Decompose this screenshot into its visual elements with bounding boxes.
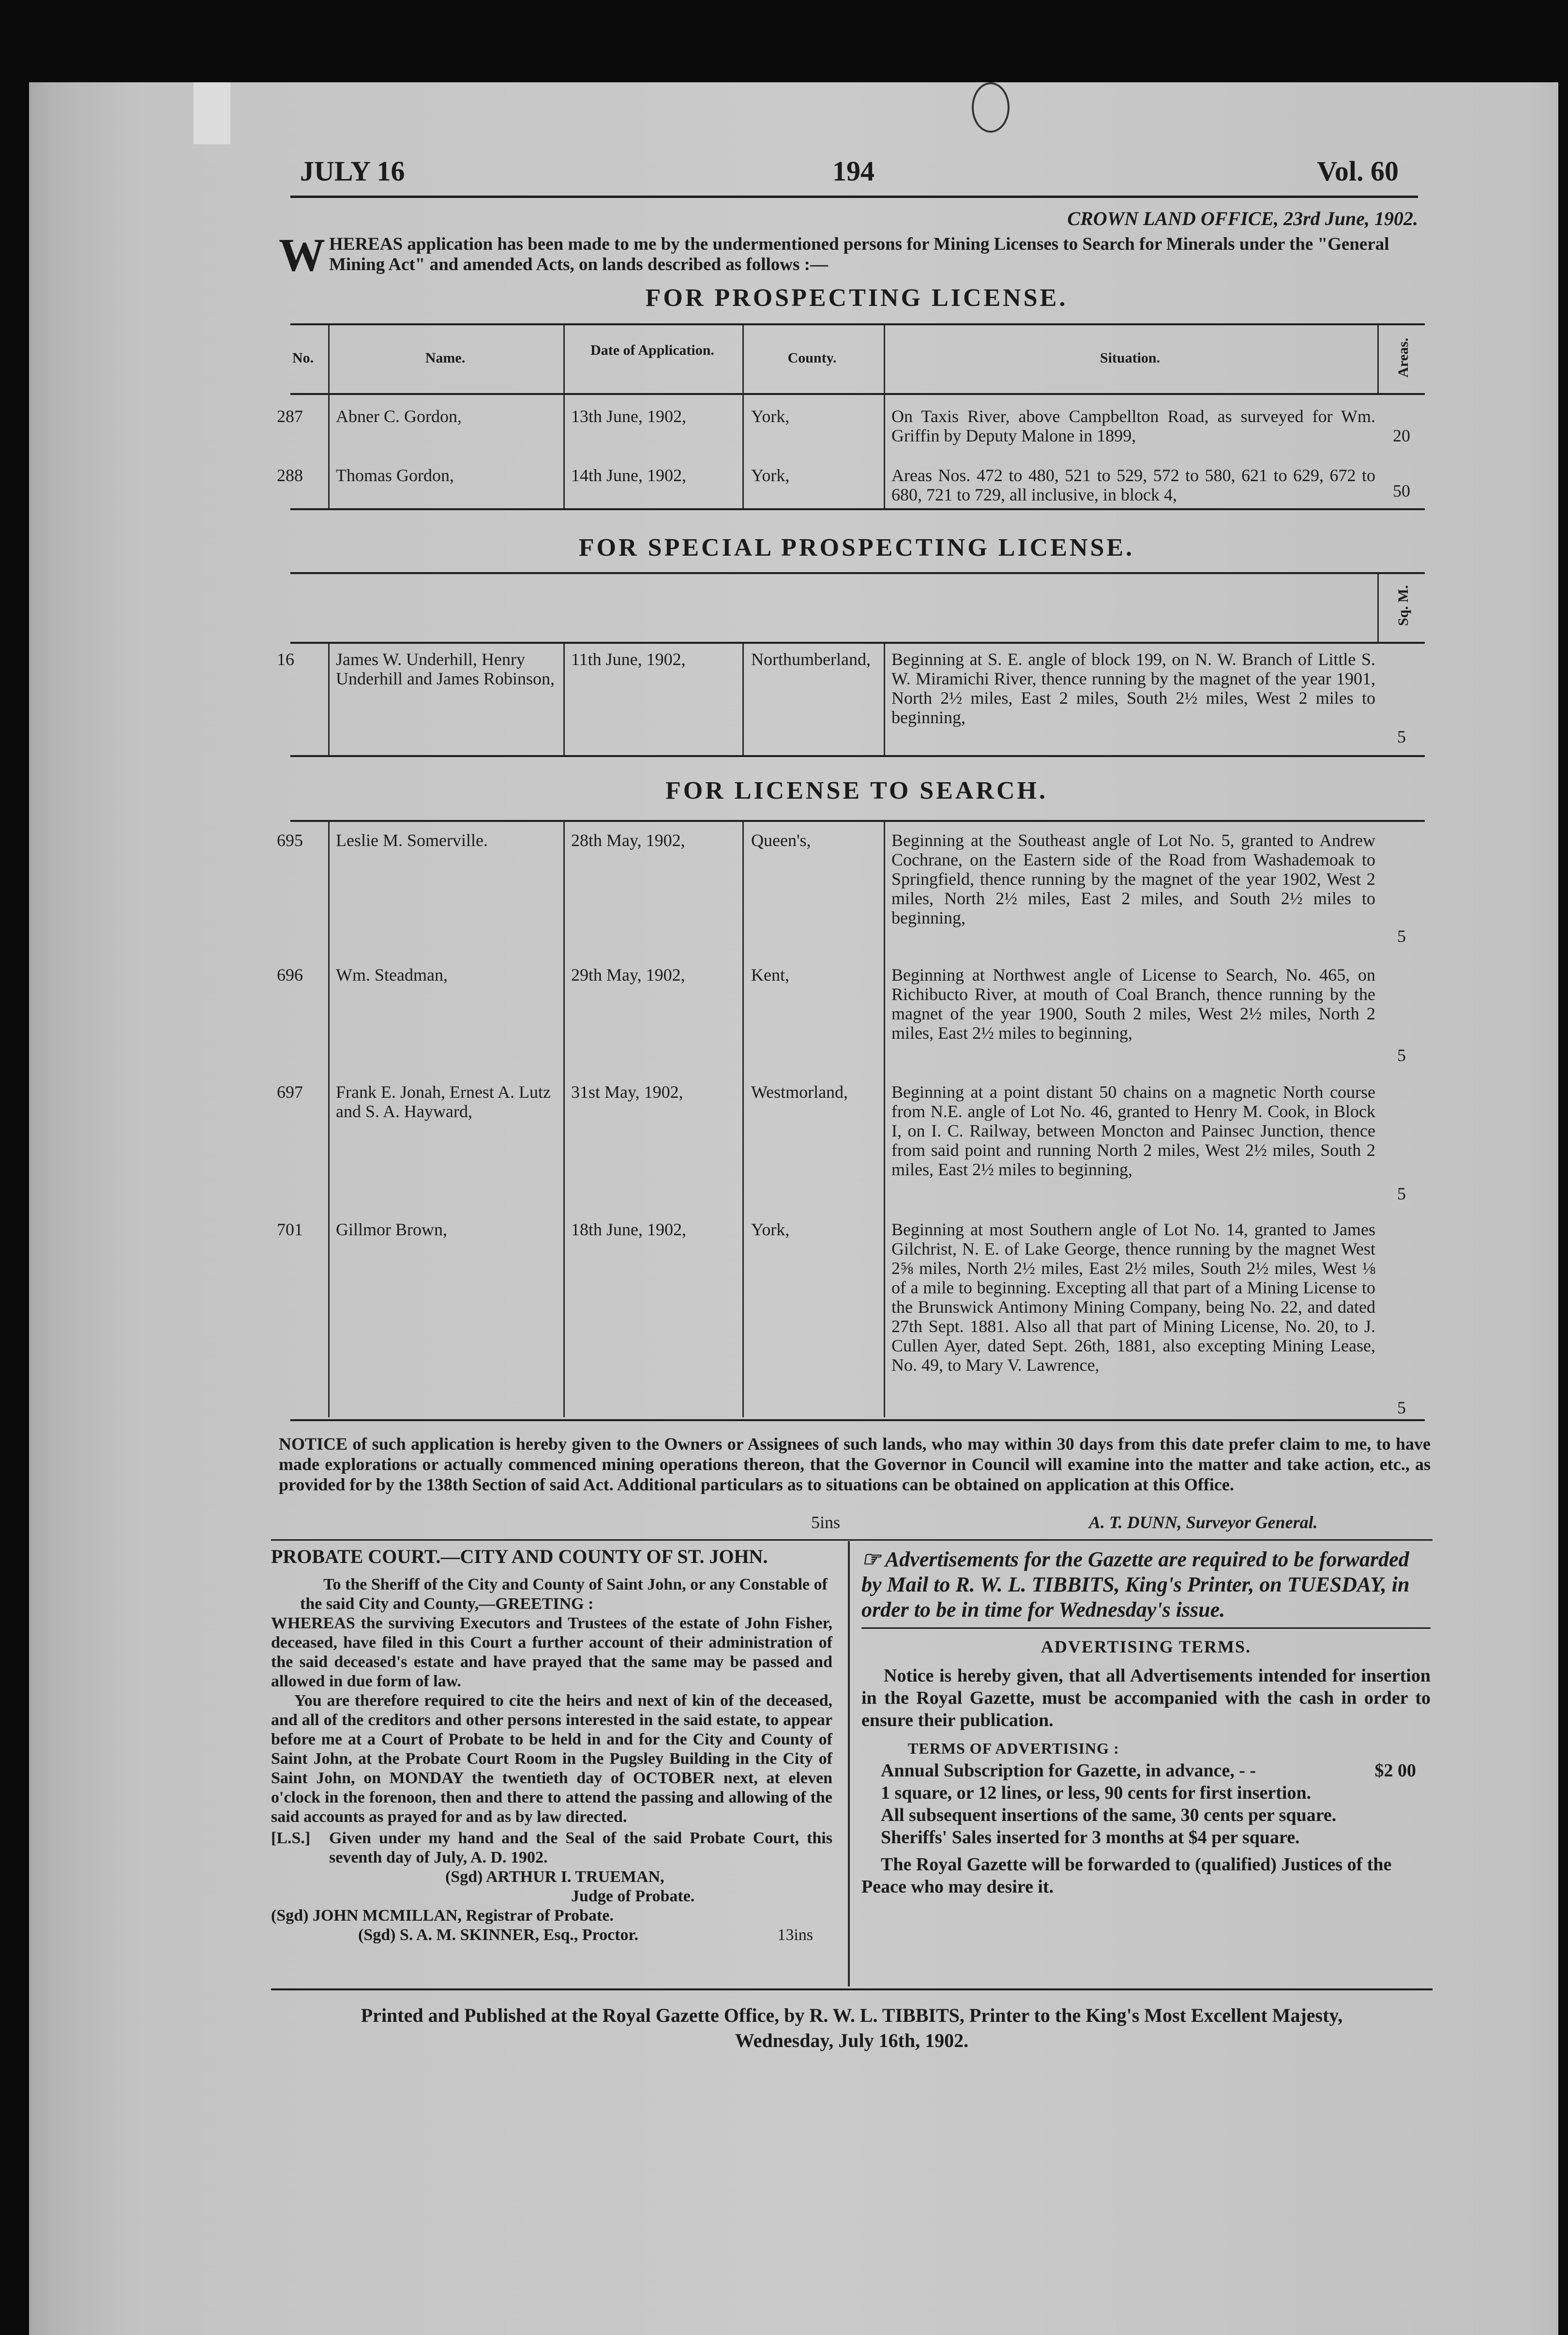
row-date: 13th June, 1902, bbox=[571, 407, 686, 426]
page-header bbox=[300, 145, 1399, 194]
office-dateline: CROWN LAND OFFICE, 23rd June, 1902. bbox=[1067, 208, 1418, 229]
table-bottom-rule bbox=[290, 1419, 1425, 1421]
row-date: 18th June, 1902, bbox=[571, 1220, 686, 1239]
col-header-areas: Areas. bbox=[1395, 338, 1411, 378]
col-divider bbox=[884, 644, 885, 755]
issue-date: JULY 16 bbox=[300, 155, 405, 187]
row-date: 28th May, 1902, bbox=[571, 831, 685, 850]
row-date: 11th June, 1902, bbox=[571, 650, 686, 669]
column-divider bbox=[848, 1541, 850, 1986]
col-header-situation: Situation. bbox=[1100, 350, 1161, 366]
col-header-name: Name. bbox=[425, 350, 466, 366]
col-divider bbox=[328, 644, 330, 755]
row-county: Kent, bbox=[751, 965, 789, 985]
row-area: 5 bbox=[1397, 926, 1406, 946]
probate-notice bbox=[271, 1547, 832, 1945]
imprint-line1: Printed and Published at the Royal Gazette Office, by R. W. L. TIBBITS, Printer to the King's Most Excellent Majesty, bbox=[361, 2004, 1343, 2026]
drop-cap: W bbox=[279, 229, 325, 281]
footer-rule bbox=[271, 1988, 1432, 1990]
row-county: Northumberland, bbox=[751, 650, 871, 669]
row-situation: Beginning at S. E. angle of block 199, on N. W. Branch of Little S. W. Miramichi River, thence running by the magnet of the year 1901, North 2½ miles, East 2 miles, South 2½ miles, West 2 miles to beginning, bbox=[891, 650, 1375, 727]
imprint bbox=[271, 2003, 1432, 2053]
row-county: Westmorland, bbox=[751, 1082, 848, 1102]
proctor-signature: (Sgd) S. A. M. SKINNER, Esq., Proctor. bbox=[358, 1926, 639, 1944]
col-divider bbox=[742, 822, 744, 1417]
row-situation: Beginning at a point distant 50 chains on a magnetic North course from N.E. angle of Lot No. 46, granted to Henry M. Cook, in Block I, on I. C. Railway, between Moncton and Painsec Junction, thence from said point and running North 2 miles, West 2½ miles, South 2 miles, East 2½ miles to beginning, bbox=[891, 1082, 1375, 1179]
row-situation: Beginning at Northwest angle of License to Search, No. 465, on Richibucto River, at mouth of Coal Branch, thence running by the magnet of the year 1900, South 2 miles, West 2½ miles, North 2 miles, East 2½ miles to beginning, bbox=[891, 965, 1375, 1043]
row-date: 14th June, 1902, bbox=[571, 466, 686, 485]
row-name: Leslie M. Somerville. bbox=[336, 831, 488, 850]
imprint-line2: Wednesday, July 16th, 1902. bbox=[735, 2030, 969, 2051]
seal-mark: [L.S.] bbox=[271, 1829, 311, 1847]
col-divider bbox=[1377, 325, 1379, 393]
row-situation: On Taxis River, above Campbellton Road, as surveyed for Wm. Griffin by Deputy Malone in 1899, bbox=[891, 407, 1375, 445]
row-no: 288 bbox=[277, 466, 303, 485]
row-area: 50 bbox=[1393, 481, 1410, 500]
notice-insertions: 5ins bbox=[811, 1513, 841, 1532]
col-divider bbox=[1377, 574, 1379, 642]
row-area: 5 bbox=[1397, 1046, 1406, 1065]
table-bottom-rule bbox=[290, 755, 1425, 757]
col-header-date: Date of Application. bbox=[590, 342, 714, 358]
row-county: York, bbox=[751, 466, 790, 485]
volume-number: Vol. 60 bbox=[1317, 155, 1399, 187]
notice-rule bbox=[271, 1539, 1432, 1541]
forwarding-text: Advertisements for the Gazette are required to be forwarded by Mail to R. W. L. TIBBITS, King's Printer, on TUESDAY, in order to be in time for Wednesday's issue. bbox=[861, 1547, 1410, 1622]
col-divider bbox=[742, 325, 744, 509]
col-header-sq-m: Sq. M. bbox=[1395, 585, 1411, 626]
gazette-forwarding-notice bbox=[861, 1547, 1431, 1622]
terms-line: Sheriffs' Sales inserted for 3 months at $4 per square. bbox=[881, 1827, 1300, 1848]
col-divider bbox=[884, 325, 885, 509]
col-divider bbox=[742, 644, 744, 755]
row-name: Wm. Steadman, bbox=[336, 965, 448, 985]
probate-para2: You are therefore required to cite the heirs and next of kin of the deceased, and all of the creditors and other persons interested in the said estate, to appear before me at a Court of Probate to be held in and for the City and County of Saint John, at the Probate Court Room in the Pugsley Building in the City of Saint John, on MONDAY the twentieth day of OCTOBER next, at eleven o'clock in the forenoon, then and there to attend the passing and allowing of the said accounts as prayed for and as by law directed. bbox=[271, 1692, 832, 1826]
table-top-rule bbox=[290, 323, 1425, 325]
col-divider bbox=[563, 644, 565, 755]
advertising-notice bbox=[861, 1547, 1431, 1898]
row-situation: Beginning at the Southeast angle of Lot No. 5, granted to Andrew Cochrane, on the Eastern side of the Road from Washademoak to Springfield, thence running by the magnet of the year 1902, West 2 miles, North 2½ miles, East 2 miles, and South 2½ miles to beginning, bbox=[891, 831, 1375, 927]
subscription-label: Annual Subscription for Gazette, in advance, - - bbox=[881, 1760, 1256, 1781]
subscription-price: $2 00 bbox=[1374, 1760, 1416, 1781]
row-name: James W. Underhill, Henry Underhill and James Robinson, bbox=[336, 650, 555, 688]
col-divider bbox=[563, 325, 565, 509]
col-divider bbox=[328, 822, 330, 1417]
terms-line: All subsequent insertions of the same, 30 cents per square. bbox=[881, 1805, 1337, 1825]
col-divider bbox=[328, 325, 330, 509]
row-situation: Beginning at most Southern angle of Lot No. 14, granted to James Gilchrist, N. E. of Lake George, thence running by the magnet West 2⅝ miles, North 2½ miles, East 2½ miles, South 2½ miles, West ⅛ of a mile to beginning. Excepting all that part of a Mining License to the Brunswick Antimony Mining Company, being No. 22, and dated 27th Sept. 1881. Also all that part of Mining License, No. 20, to J. Cullen Ayer, dated Sept. 26th, 1881, also excepting Mining Lease, No. 49, to Mary V. Lawrence, bbox=[891, 1220, 1375, 1375]
advertising-terms-text: Notice is hereby given, that all Advertisements intended for insertion in the Royal Gazette, must be accompanied with the cash in order to ensure their publication. bbox=[861, 1666, 1431, 1730]
terms-subtitle: TERMS OF ADVERTISING : bbox=[908, 1740, 1119, 1757]
whereas-text: HEREAS application has been made to me by the undermentioned persons for Mining Licenses to Search for Minerals under the "General Mining Act" and amended Acts, on lands described as follows :— bbox=[329, 234, 1389, 274]
row-area: 20 bbox=[1393, 426, 1410, 445]
terms-line: 1 square, or 12 lines, or less, 90 cents for first insertion. bbox=[881, 1783, 1312, 1803]
row-area: 5 bbox=[1397, 727, 1406, 746]
forwarded-note: The Royal Gazette will be forwarded to (qualified) Justices of the Peace who may desire it. bbox=[861, 1854, 1392, 1897]
table-top-rule bbox=[290, 820, 1425, 822]
registrar-signature: (Sgd) JOHN MCMILLAN, Registrar of Probate. bbox=[271, 1907, 614, 1925]
section-title-special: FOR SPECIAL PROSPECTING LICENSE. bbox=[578, 534, 1135, 561]
page-number: 194 bbox=[832, 155, 874, 187]
row-no: 697 bbox=[277, 1082, 303, 1102]
row-name: Frank E. Jonah, Ernest A. Lutz and S. A. Hayward, bbox=[336, 1082, 551, 1121]
row-county: York, bbox=[751, 407, 790, 426]
binding-tab bbox=[194, 82, 230, 144]
row-no: 16 bbox=[277, 650, 294, 669]
judge-title: Judge of Probate. bbox=[571, 1887, 695, 1905]
pointing-hand-icon: ☞ bbox=[861, 1547, 881, 1571]
table-top-rule bbox=[290, 572, 1425, 574]
probate-given-block bbox=[271, 1829, 832, 1867]
surveyor-signature: A. T. DUNN, Surveyor General. bbox=[1089, 1513, 1318, 1532]
probate-title: PROBATE COURT.—CITY AND COUNTY OF ST. JOHN. bbox=[271, 1546, 768, 1567]
header-rule bbox=[290, 196, 1418, 198]
col-divider bbox=[884, 822, 885, 1417]
probate-address: To the Sheriff of the City and County of Saint John, or any Constable of the said City and County,—GREETING : bbox=[300, 1576, 828, 1613]
header-bottom-rule bbox=[290, 393, 1425, 395]
row-no: 695 bbox=[277, 831, 303, 850]
row-area: 5 bbox=[1397, 1184, 1406, 1203]
section-title-prospecting: FOR PROSPECTING LICENSE. bbox=[645, 284, 1068, 312]
row-date: 31st May, 1902, bbox=[571, 1082, 683, 1102]
row-name: Abner C. Gordon, bbox=[336, 407, 462, 426]
probate-para1: WHEREAS the surviving Executors and Trustees of the estate of John Fisher, deceased, have filed in this Court a further account of their administration of the said deceased's estate and have prayed that the same may be passed and allowed in due form of law. bbox=[271, 1614, 832, 1690]
section-title-search: FOR LICENSE TO SEARCH. bbox=[665, 777, 1048, 804]
whereas-paragraph bbox=[279, 229, 1426, 281]
row-no: 696 bbox=[277, 965, 303, 985]
adv-rule bbox=[861, 1627, 1431, 1629]
row-situation: Areas Nos. 472 to 480, 521 to 529, 572 to 580, 621 to 629, 672 to 680, 721 to 729, all inclusive, in block 4, bbox=[891, 466, 1375, 504]
row-county: York, bbox=[751, 1220, 790, 1239]
paper-blemish bbox=[972, 82, 1010, 133]
col-divider bbox=[563, 822, 565, 1417]
proctor-line bbox=[271, 1926, 832, 1945]
row-name: Gillmor Brown, bbox=[336, 1220, 447, 1239]
row-no: 701 bbox=[277, 1220, 303, 1239]
subscription-line bbox=[861, 1759, 1431, 1782]
notice-paragraph: NOTICE of such application is hereby given to the Owners or Assignees of such lands, who may within 30 days from this date prefer claim to me, to have made explorations or actually commenced mining operations thereon, that the Governor in Council will examine into the matter and take action, etc., as provided for by the 138th Section of said Act. Additional particulars as to situations can be obtained on application at this Office. bbox=[279, 1434, 1431, 1494]
advertising-terms-title: ADVERTISING TERMS. bbox=[1040, 1637, 1251, 1656]
table-bottom-rule bbox=[290, 508, 1425, 510]
row-area: 5 bbox=[1397, 1398, 1406, 1417]
judge-signature: (Sgd) ARTHUR I. TRUEMAN, bbox=[445, 1868, 664, 1886]
col-header-county: County. bbox=[787, 350, 837, 366]
row-county: Queen's, bbox=[751, 831, 811, 850]
col-header-no: No. bbox=[292, 350, 314, 366]
header-bottom-rule bbox=[290, 642, 1425, 644]
row-date: 29th May, 1902, bbox=[571, 965, 685, 985]
row-no: 287 bbox=[277, 407, 303, 426]
row-name: Thomas Gordon, bbox=[336, 466, 454, 485]
probate-insertions: 13ins bbox=[777, 1926, 813, 1944]
probate-given: Given under my hand and the Seal of the said Probate Court, this seventh day of July, A. D. 1902. bbox=[329, 1829, 832, 1866]
